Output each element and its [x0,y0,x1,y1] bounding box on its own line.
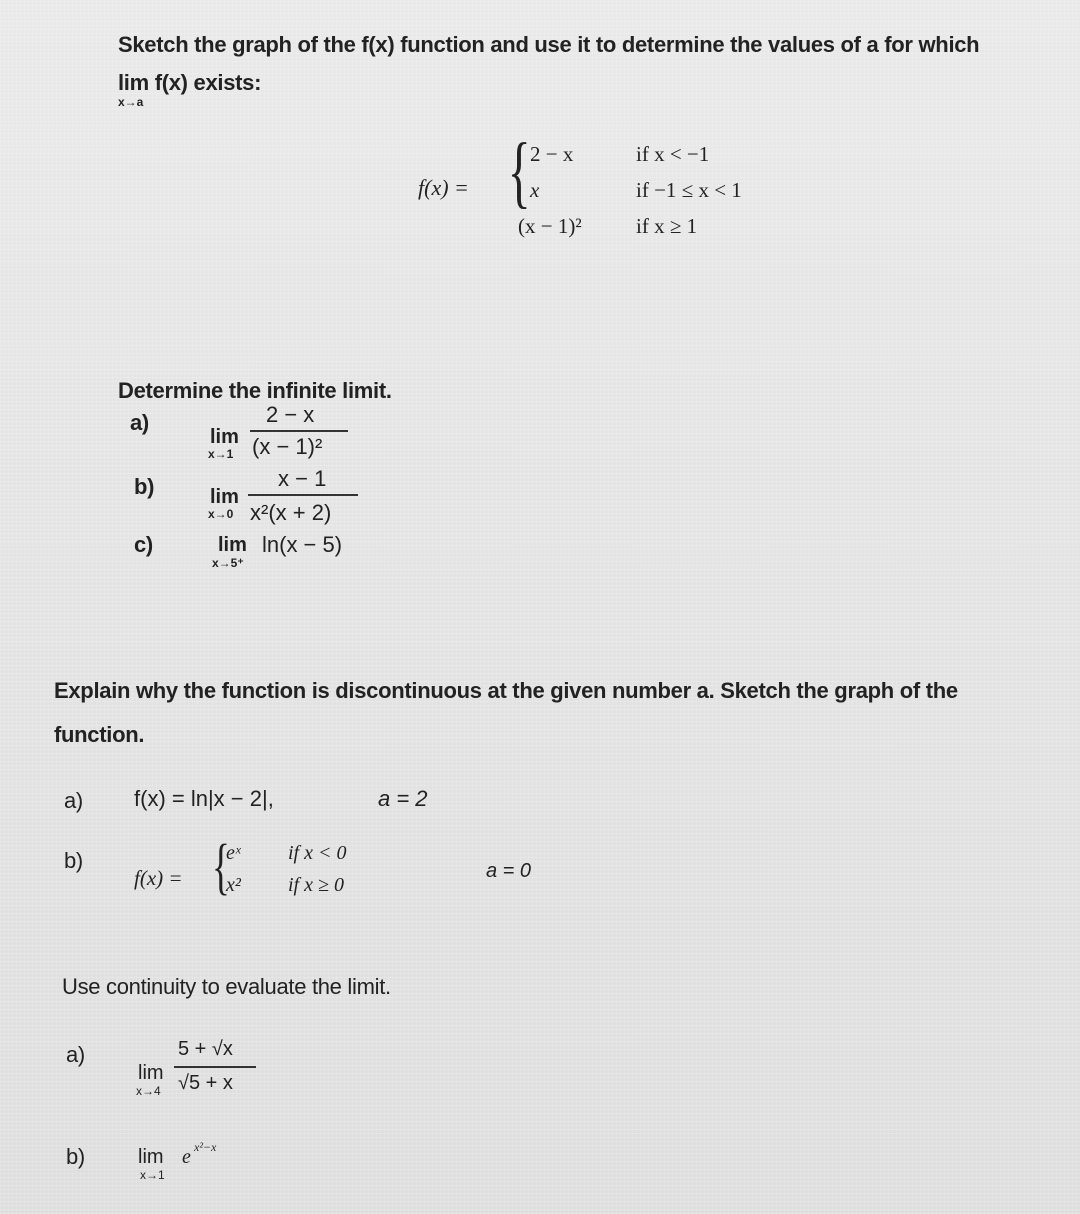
section2-item-a-fraction-bar [250,430,348,432]
section4-item-a-lim: lim [138,1062,164,1084]
piecewise-case-2-cond: if −1 ≤ x < 1 [636,178,742,202]
section2-item-b-sub: x→0 [208,507,234,521]
section2-item-b-fraction-bar [248,494,358,496]
section4-item-b-sub: x→1 [140,1168,165,1182]
section4-item-a-sub: x→4 [136,1084,161,1098]
piecewise-case-1-expr: 2 − x [530,142,574,166]
section2-item-a-sub: x→1 [208,447,234,461]
piecewise-case-3-expr: (x − 1)² [518,214,582,238]
section4-item-b-label: b) [66,1144,85,1169]
section4-item-a-denominator: √5 + x [178,1072,233,1094]
section4-item-a-label: a) [66,1042,85,1067]
piecewise-case-2-expr: x [530,178,540,202]
section2-item-b-numerator: x − 1 [278,466,327,491]
section2-item-b-lim: lim [210,486,239,508]
section3-heading-line1: Explain why the function is discontinuous at the given number a. Sketch the graph of the [54,678,958,703]
section3-heading-line2: function. [54,722,145,747]
section1-prompt: Sketch the graph of the f(x) function and use it to determine the values of a for which [118,32,980,57]
piecewise-case-3-cond: if x ≥ 1 [636,214,698,238]
section4-item-b-lim: lim [138,1146,164,1168]
section2-heading: Determine the infinite limit. [118,378,392,403]
section4-item-b-base: e [182,1146,191,1168]
section2-item-c-sub: x→5⁺ [212,556,244,570]
section2-item-a-denominator: (x − 1)² [252,434,323,459]
section2-item-a-label: a) [130,410,149,435]
piecewise-lhs: f(x) = [418,175,469,200]
piecewise-brace: { [507,128,531,216]
section2-item-b-label: b) [134,474,155,499]
section2-item-c-expr: ln(x − 5) [262,532,343,557]
section3-item-a-label: a) [64,788,83,813]
section2-item-c-label: c) [134,532,153,557]
section1-lim-sub: x→a [118,95,144,109]
section2-item-b-denominator: x²(x + 2) [250,500,332,525]
section4-heading: Use continuity to evaluate the limit. [62,974,391,999]
section3-item-b-case1-expr: eˣ [226,842,241,864]
section3-item-a-value: a = 2 [378,786,428,811]
piecewise-case-1-cond: if x < −1 [636,142,710,166]
section3-item-b-case2-expr: x² [226,874,241,896]
section3-item-b-brace: { [211,833,230,901]
section3-item-b-case1-cond: if x < 0 [288,842,347,864]
section3-item-b-case2-cond: if x ≥ 0 [288,874,344,896]
section4-item-a-numerator: 5 + √x [178,1038,233,1060]
section2-item-a-lim: lim [210,426,239,448]
section3-item-b-value: a = 0 [486,860,532,882]
section4-item-a-fraction-bar [174,1066,256,1068]
section1-lim-expr: lim f(x) exists: [118,70,262,95]
section4-item-b-exponent: x²−x [194,1140,217,1154]
section3-item-a-func: f(x) = ln|x − 2|, [134,786,274,811]
section2-item-c-lim: lim [218,534,247,556]
section3-item-b-lhs: f(x) = [134,866,183,890]
section2-item-a-numerator: 2 − x [266,402,315,427]
section3-item-b-label: b) [64,848,83,873]
